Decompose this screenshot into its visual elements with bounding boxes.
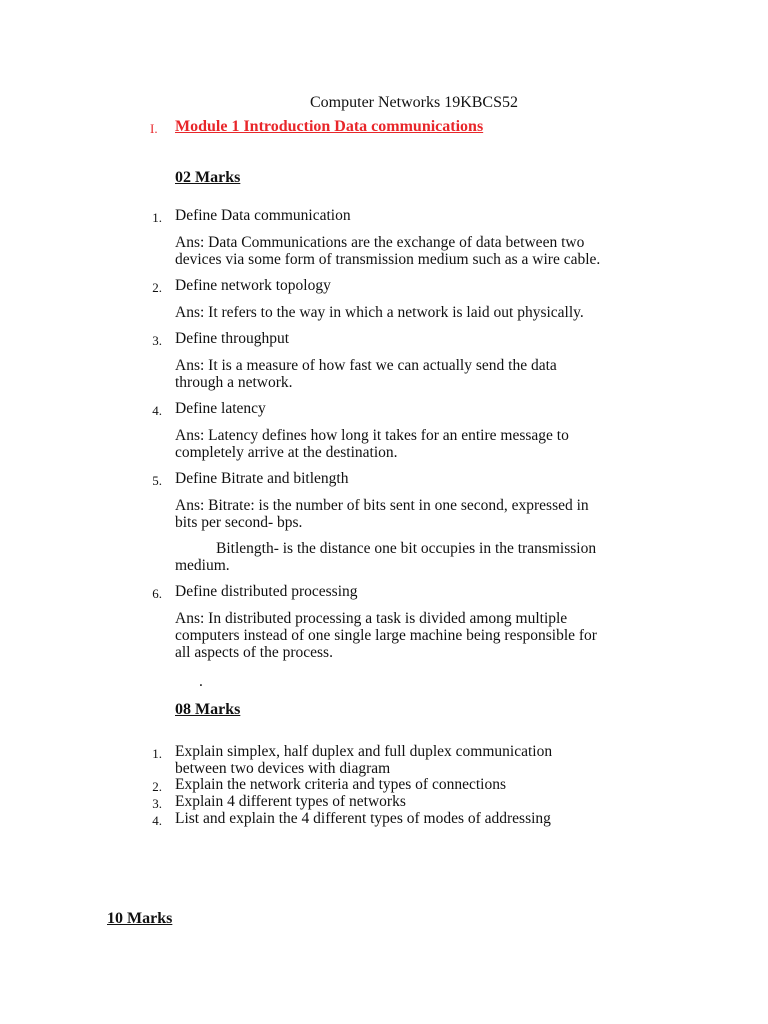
answer-line: medium. — [175, 557, 230, 574]
answer-line: Ans: It refers to the way in which a network is laid out physically. — [175, 304, 584, 321]
question-number: 2. — [152, 280, 162, 295]
question-number: 1. — [152, 210, 162, 225]
module-numeral: I. — [150, 121, 158, 136]
answer-line: Ans: Bitrate: is the number of bits sent in one second, expressed in — [175, 497, 589, 514]
question-text: Explain the network criteria and types of connections — [175, 776, 506, 793]
question-text: Define throughput — [175, 330, 290, 347]
question-text: Define Bitrate and bitlength — [175, 470, 349, 487]
answer-line: devices via some form of transmission medium such as a wire cable. — [175, 251, 601, 268]
question-text: Define latency — [175, 400, 266, 417]
section-heading-08-marks: 08 Marks — [175, 701, 241, 718]
module-title: Module 1 Introduction Data communications — [175, 118, 484, 135]
question-number: 4. — [152, 403, 162, 418]
answer-line: Ans: Latency defines how long it takes for an entire message to — [175, 427, 569, 444]
question-text: List and explain the 4 different types of modes of addressing — [175, 810, 551, 827]
answer-line: completely arrive at the destination. — [175, 444, 398, 461]
answer-line: bits per second- bps. — [175, 514, 303, 531]
question-text: Define distributed processing — [175, 583, 358, 600]
question-text: Explain simplex, half duplex and full duplex communication — [175, 743, 553, 760]
question-number: 3. — [152, 796, 162, 811]
question-text: between two devices with diagram — [175, 760, 391, 777]
question-number: 4. — [152, 813, 162, 828]
section-heading-02-marks: 02 Marks — [175, 169, 241, 186]
answer-line: computers instead of one single large machine being responsible for — [175, 627, 597, 644]
section-heading-10-marks: 10 Marks — [107, 910, 173, 927]
answer-line: Ans: It is a measure of how fast we can actually send the data — [175, 357, 557, 374]
answer-line: Ans: In distributed processing a task is divided among multiple — [175, 610, 568, 627]
question-number: 6. — [152, 586, 162, 601]
answer-line: Bitlength- is the distance one bit occupies in the transmission — [216, 540, 597, 557]
answer-line: through a network. — [175, 374, 293, 391]
page-title: Computer Networks 19KBCS52 — [310, 94, 518, 111]
trailing-dot: . — [199, 673, 203, 690]
question-text: Define Data communication — [175, 207, 351, 224]
question-number: 2. — [152, 779, 162, 794]
question-text: Explain 4 different types of networks — [175, 793, 406, 810]
answer-line: all aspects of the process. — [175, 644, 333, 661]
answer-line: Ans: Data Communications are the exchange of data between two — [175, 234, 585, 251]
question-number: 3. — [152, 333, 162, 348]
question-text: Define network topology — [175, 277, 331, 294]
question-number: 5. — [152, 473, 162, 488]
question-number: 1. — [152, 746, 162, 761]
